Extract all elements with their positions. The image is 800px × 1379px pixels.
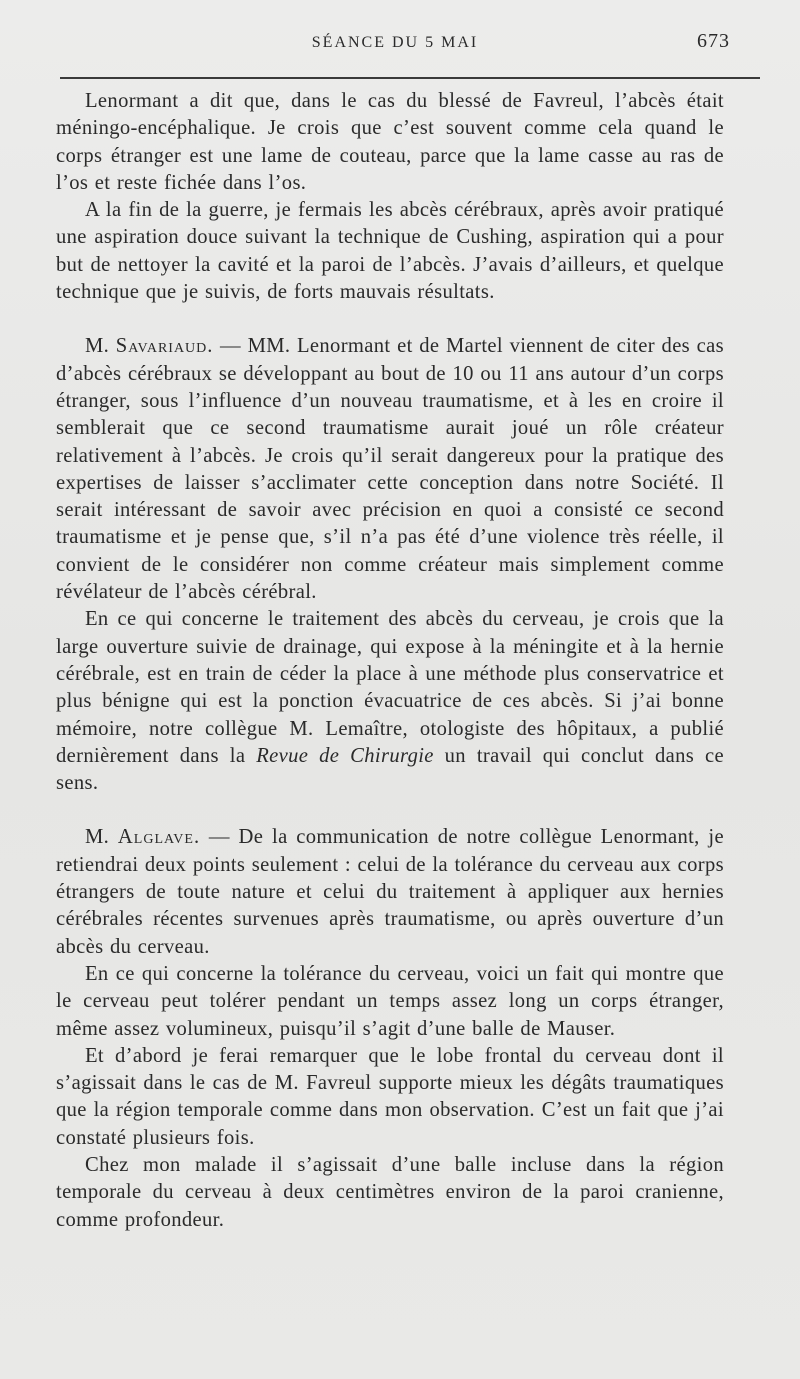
paragraph-tolerance: En ce qui concerne la tolérance du cerveau, voici un fait qui montre que le cerveau peut tolérer pendant un temps assez long un corps étranger, même assez volumineux, puisqu’il s’agit d’une balle de Mauser. [56, 962, 724, 1040]
paragraph-lobe-frontal: Et d’abord je ferai remarquer que le lobe frontal du cerveau dont il s’agissait dans le cas de M. Favreul supporte mieux les dégâts traumatiques que la région temporale comme dans mon observation. C’est un fait que j’ai constaté plusieurs fois. [56, 1044, 724, 1149]
article-body [56, 88, 724, 1234]
paragraph-alglave: M. Alglave. — De la communication de notre collègue Lenormant, je retiendrai deux points seulement : celui de la tolérance du cerveau aux corps étrangers de toute nature et celui du traitement à appliquer aux hernies cérébrales récentes survenues après traumatisme, ou après ouverture d’un abcès du cerveau. [56, 826, 724, 958]
page-number: 673 [697, 30, 730, 52]
paragraph-savariaud: M. Savariaud. — MM. Lenormant et de Martel viennent de citer des cas d’abcès cérébraux se développant au bout de 10 ou 11 ans autour d’un corps étranger, sous l’influence d’un nouveau traumatisme, et à les en croire il semblerait que ce second traumatisme aurait joué un rôle créateur relativement à l’abcès. Je crois qu’il serait dangereux pour la pratique des expertises de laisser s’acclimater cette conception dans notre Société. Il serait intéressant de savoir avec précision en quoi a consisté ce second traumatisme et je pense que, s’il n’a pas été d’une violence très réelle, il convient de le considérer non comme créateur mais simplement comme révélateur de l’abcès cérébral. [56, 335, 724, 604]
running-title: SÉANCE DU 5 MAI [311, 34, 479, 51]
speaker-name: Savariaud. [115, 335, 214, 358]
speaker-name: Alglave. [117, 826, 201, 849]
paragraph-lenormant-abces: Lenormant a dit que, dans le cas du blessé de Favreul, l’abcès était méningo-encéphalique. Je crois que c’est souvent comme cela quand le corps étranger est une lame de couteau, parce que la lame casse au ras de l’os et reste fichée dans l’os. [56, 90, 724, 194]
page-header [60, 30, 730, 60]
paragraph-malade: Chez mon malade il s’agissait d’une balle incluse dans la région temporale du cerveau à deux centimètres environ de la paroi cranienne, comme profondeur. [56, 1153, 724, 1231]
paragraph-traitement: En ce qui concerne le traitement des abcès du cerveau, je crois que la large ouverture suivie de drainage, qui expose à la méningite et à la hernie cérébrale, est en train de céder la place à une méthode plus conservatrice et plus bénigne qui est la ponction évacuatrice de ces abcès. Si j’ai bonne mémoire, notre collègue M. Lemaître, otologiste des hôpitaux, a publié dernièrement dans la Revue de Chirurgie un travail qui conclut dans ce sens. [56, 608, 724, 795]
paragraph-fin-de-guerre: A la fin de la guerre, je fermais les abcès cérébraux, après avoir pratiqué une aspiration douce suivant la technique de Cushing, aspiration qui a pour but de nettoyer la cavité et la paroi de l’abcès. J’avais d’ailleurs, et quelque technique que je suivis, de forts mauvais résultats. [56, 199, 724, 304]
journal-title: Revue de Chirurgie [256, 744, 434, 767]
header-rule [60, 77, 760, 79]
